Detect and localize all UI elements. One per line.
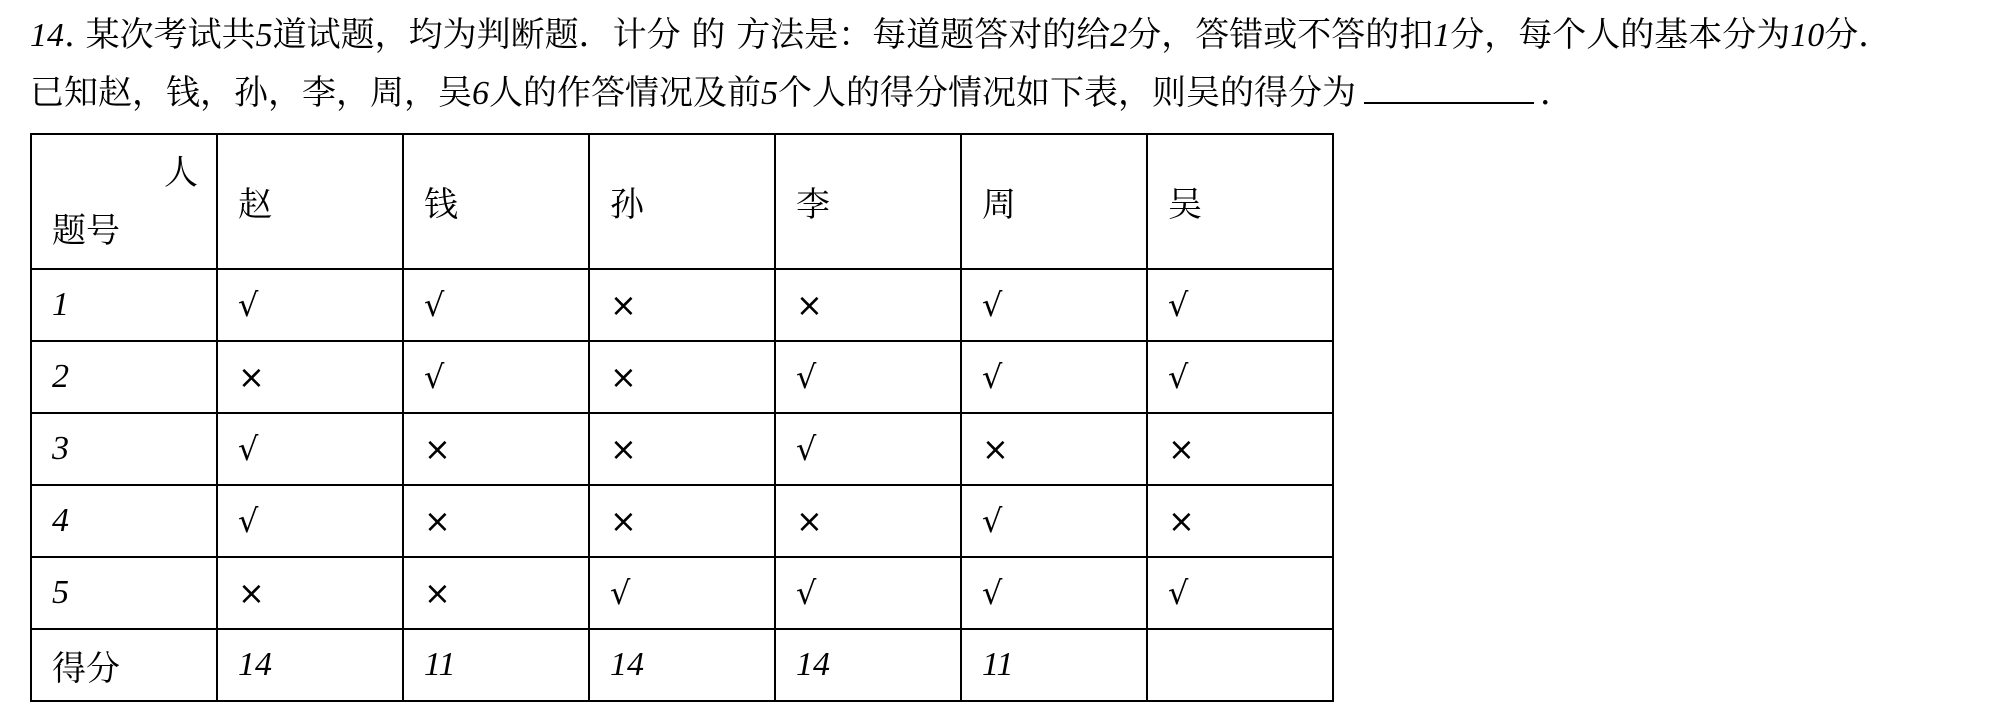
corner-label-question: 题号 [52,211,120,251]
inline-text: 个人的得分情况如下表，则吴的得分为 [778,73,1356,113]
answer-cell [775,269,961,341]
answer-cell [589,557,775,629]
answer-cell [1147,557,1333,629]
check-mark-icon: √ [796,574,817,612]
header-person-zhao: 赵 [217,134,403,269]
corner-cell [31,134,217,269]
cross-mark-icon: × [424,430,451,468]
check-mark-icon: √ [796,430,817,468]
score-cell: 11 [961,629,1147,701]
inline-number: 5 [761,75,778,112]
answer-cell [1147,269,1333,341]
check-mark-icon: √ [238,430,259,468]
check-mark-icon: √ [1168,574,1189,612]
answer-cell [961,557,1147,629]
score-cell [1147,629,1333,701]
answer-cell [217,269,403,341]
answer-cell [589,269,775,341]
cross-mark-icon: × [1168,430,1195,468]
inline-text: 分，每个人的基本分为 [1450,15,1791,55]
cross-mark-icon: × [610,286,637,324]
cross-mark-icon: × [610,502,637,540]
cross-mark-icon: × [796,502,823,540]
inline-text: 人的作答情况及前 [489,73,761,113]
answer-cell [1147,485,1333,557]
answer-cell [775,485,961,557]
question-number-cell: 5 [31,557,217,629]
score-row [31,629,1333,701]
table-row [31,269,1333,341]
cross-mark-icon: × [610,358,637,396]
check-mark-icon: √ [982,358,1003,396]
corner-label-people: 人 [164,153,198,193]
header-person-wu: 吴 [1147,134,1333,269]
answer-cell [1147,341,1333,413]
header-person-li: 李 [775,134,961,269]
inline-number: 1 [1433,17,1451,54]
inline-text: 道试题，均为判断题．计分 的 方法是：每道题答对的给 [272,15,1111,55]
score-label: 得分 [31,629,217,701]
cross-mark-icon: × [424,574,451,612]
question-number-cell: 4 [31,485,217,557]
answer-cell [217,413,403,485]
check-mark-icon: √ [424,358,445,396]
answer-cell [403,413,589,485]
check-mark-icon: √ [1168,286,1189,324]
score-cell: 14 [589,629,775,701]
cross-mark-icon: × [796,286,823,324]
question-number-cell: 2 [31,341,217,413]
check-mark-icon: √ [238,502,259,540]
table-row [31,341,1333,413]
answer-blank [1364,66,1534,104]
answer-cell [403,557,589,629]
answer-cell [775,413,961,485]
check-mark-icon: √ [982,574,1003,612]
inline-text: . 某次考试共 [64,15,256,55]
answer-cell [217,341,403,413]
answer-cell [1147,413,1333,485]
check-mark-icon: √ [982,502,1003,540]
answer-cell [403,269,589,341]
inline-number: 10 [1790,17,1825,54]
check-mark-icon: √ [610,574,631,612]
answer-cell [217,485,403,557]
table-row [31,485,1333,557]
answers-table [30,133,1334,702]
table-row [31,557,1333,629]
answer-cell [961,413,1147,485]
check-mark-icon: √ [1168,358,1189,396]
answer-cell [775,341,961,413]
question-number-cell: 1 [31,269,217,341]
cross-mark-icon: × [424,502,451,540]
score-cell: 14 [217,629,403,701]
check-mark-icon: √ [424,286,445,324]
table-header-row [31,134,1333,269]
answer-cell [961,485,1147,557]
cross-mark-icon: × [238,574,265,612]
answer-cell [775,557,961,629]
header-person-zhou: 周 [961,134,1147,269]
score-cell: 11 [403,629,589,701]
answer-cell [961,341,1147,413]
inline-number: 5 [255,17,273,54]
check-mark-icon: √ [238,286,259,324]
answer-cell [403,341,589,413]
inline-text: 分，答错或不答的扣 [1127,15,1434,55]
table-row [31,413,1333,485]
problem-line-1 [30,6,1990,64]
header-person-sun: 孙 [589,134,775,269]
question-number: 14 [30,17,64,54]
check-mark-icon: √ [982,286,1003,324]
problem-text [30,6,1990,122]
cross-mark-icon: × [238,358,265,396]
problem-line-2 [30,64,1990,122]
cross-mark-icon: × [610,430,637,468]
answer-cell [589,341,775,413]
inline-text: 已知赵，钱，孙，李，周，吴 [30,73,472,113]
inline-number: 2 [1110,17,1128,54]
inline-text: 分． [1824,15,1893,55]
header-person-qian: 钱 [403,134,589,269]
problem-line-1-text [64,15,1892,55]
cross-mark-icon: × [982,430,1009,468]
answer-cell [403,485,589,557]
problem-line-2-end: ． [1540,73,1574,113]
cross-mark-icon: × [1168,502,1195,540]
answer-cell [589,485,775,557]
question-number-cell: 3 [31,413,217,485]
check-mark-icon: √ [796,358,817,396]
score-cell: 14 [775,629,961,701]
answer-cell [589,413,775,485]
problem-line-2-text [30,73,1356,113]
answer-cell [217,557,403,629]
inline-number: 6 [472,75,489,112]
answer-cell [961,269,1147,341]
